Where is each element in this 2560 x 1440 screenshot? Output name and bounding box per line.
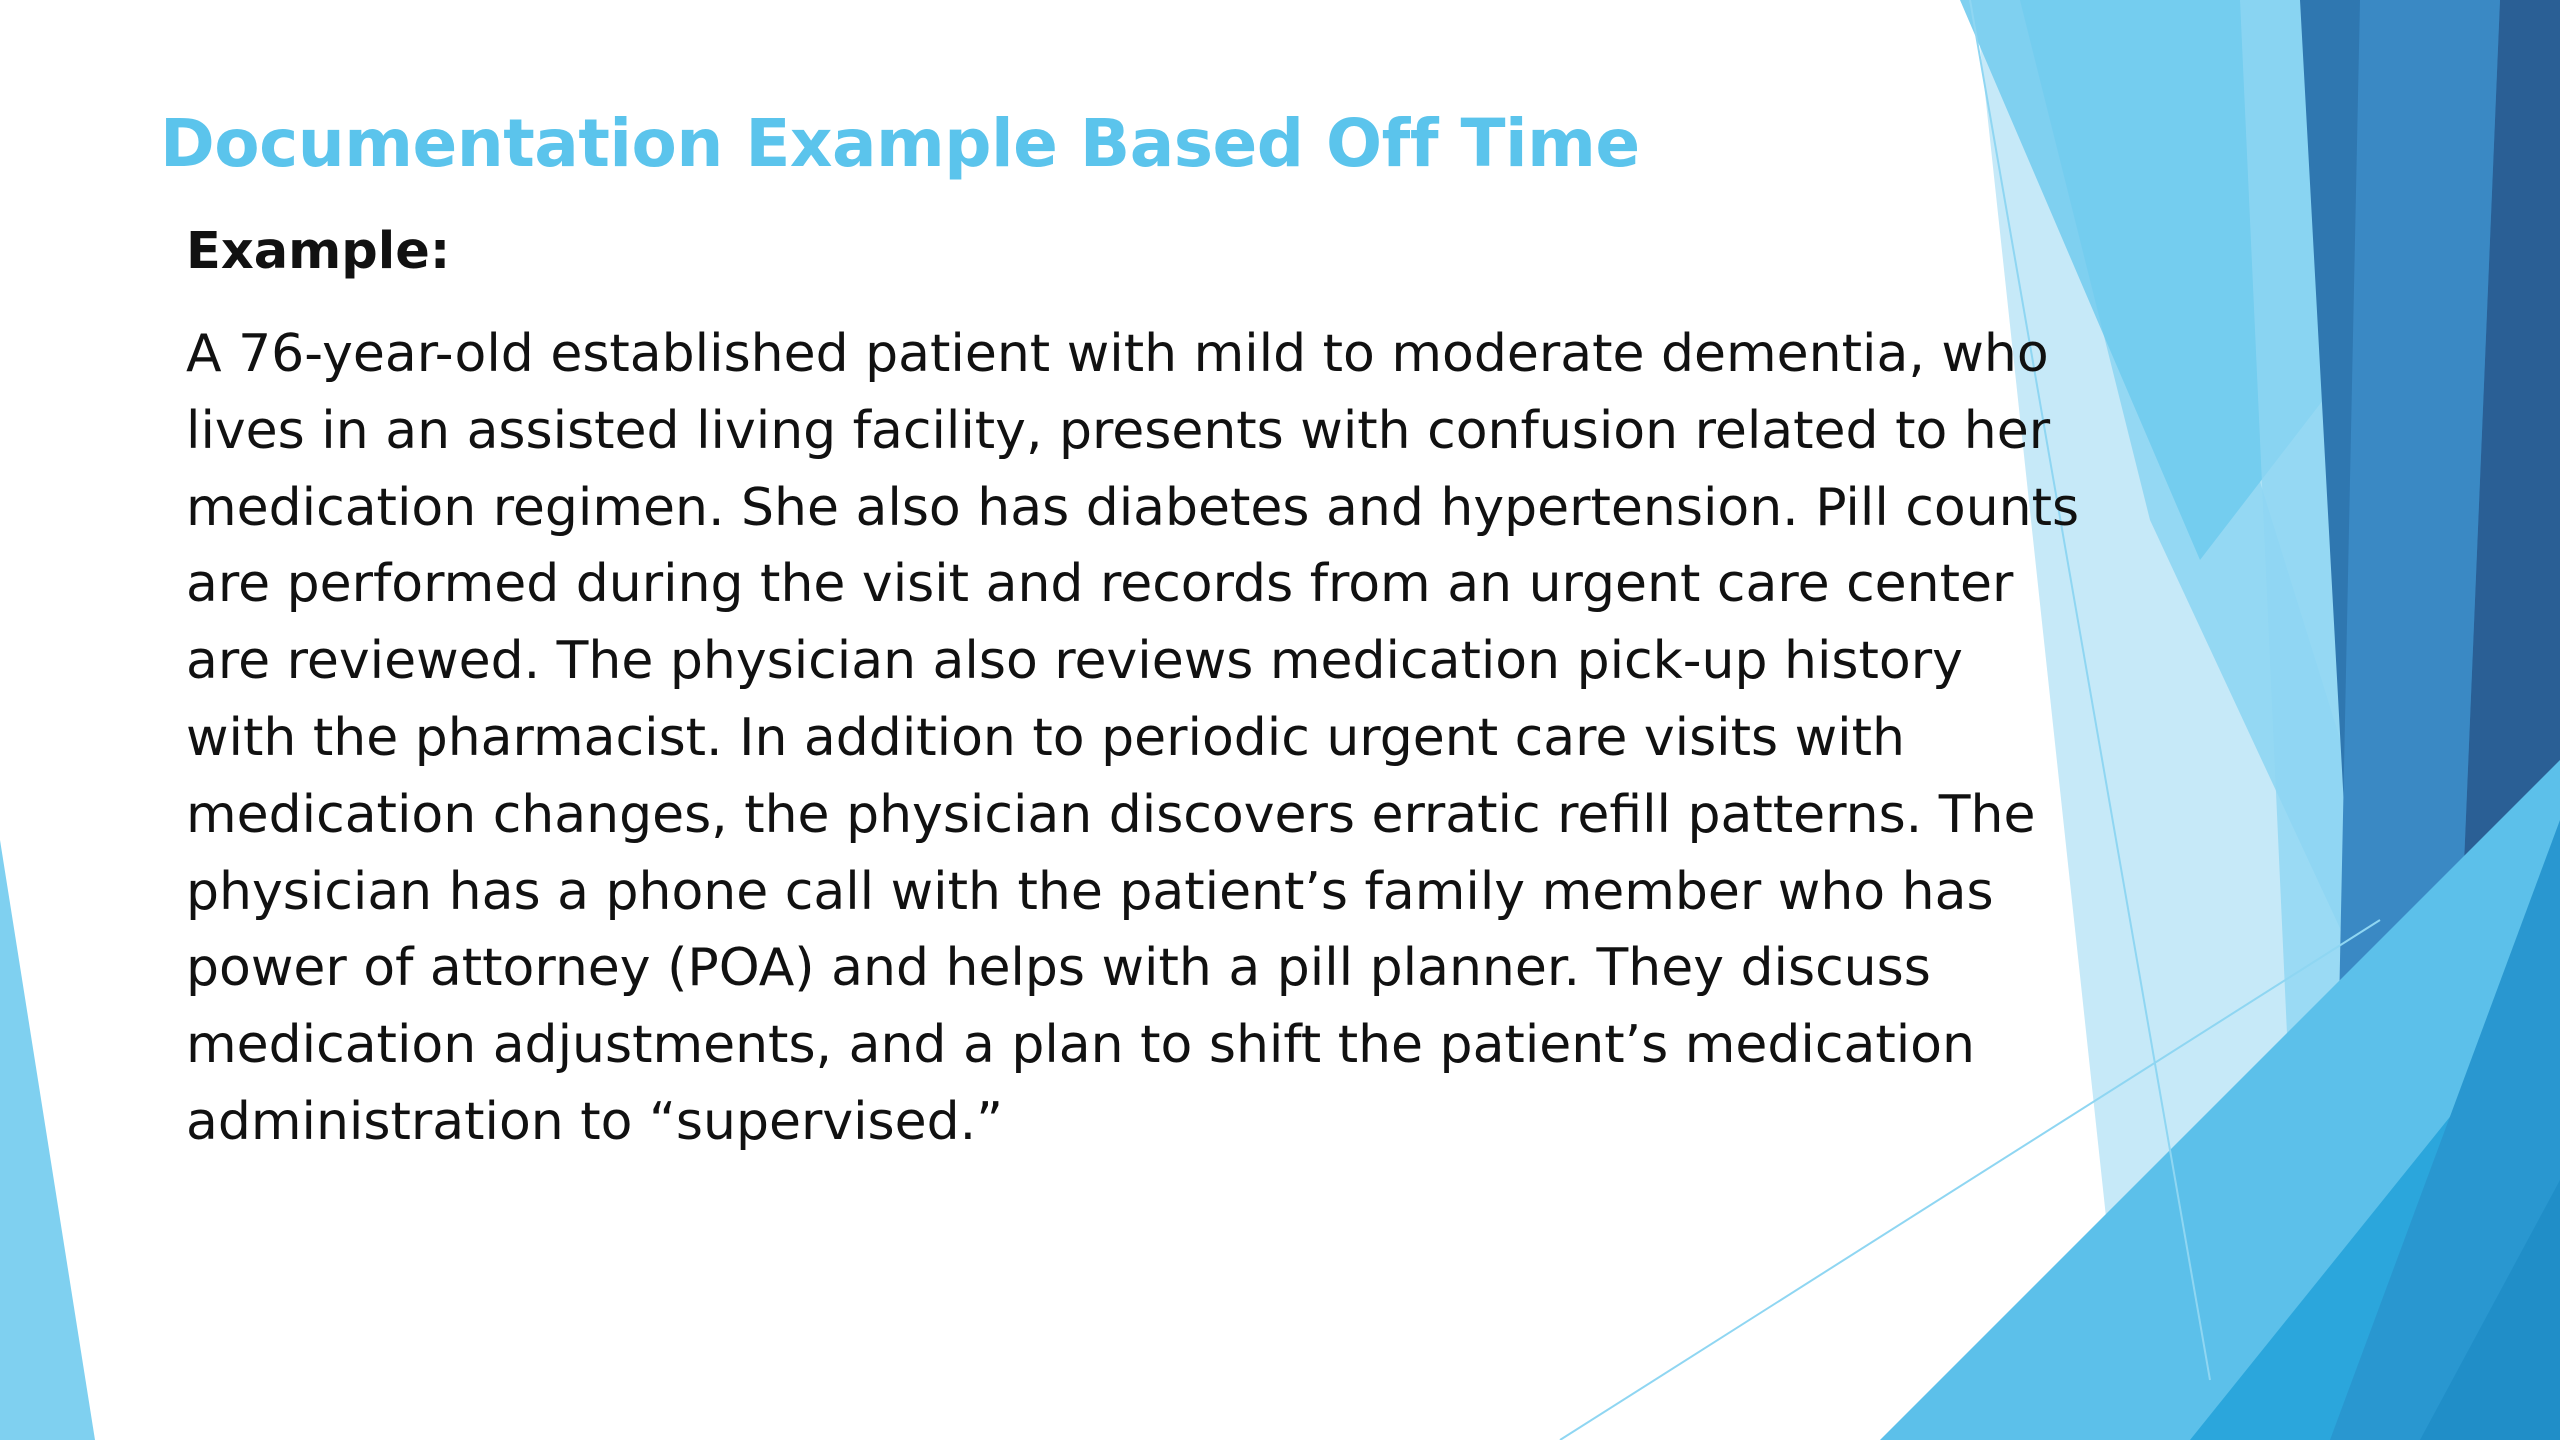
example-heading: Example: — [186, 222, 451, 281]
body-line: medication adjustments, and a plan to shift the patient’s medication — [186, 1015, 1975, 1076]
slide-title: Documentation Example Based Off Time — [160, 105, 1640, 182]
body-line: physician has a phone call with the patient’s family member who has — [186, 861, 1994, 922]
body-line: medication regimen. She also has diabetes and hypertension. Pill counts — [186, 477, 2080, 538]
body-line: are performed during the visit and records from an urgent care center — [186, 554, 2014, 615]
body-line: power of attorney (POA) and helps with a pill planner. They discuss — [186, 938, 1931, 999]
body-line: are reviewed. The physician also reviews medication pick-up history — [186, 631, 1963, 692]
body-line: medication changes, the physician discovers erratic refill patterns. The — [186, 784, 2036, 845]
example-body-text — [186, 316, 2086, 1161]
body-line: administration to “supervised.” — [186, 1091, 1004, 1152]
body-line: with the pharmacist. In addition to periodic urgent care visits with — [186, 707, 1905, 768]
left-accent-shape — [0, 840, 95, 1440]
body-line: A 76-year-old established patient with mild to moderate dementia, who — [186, 324, 2049, 384]
body-line: lives in an assisted living facility, presents with confusion related to her — [186, 400, 2051, 461]
